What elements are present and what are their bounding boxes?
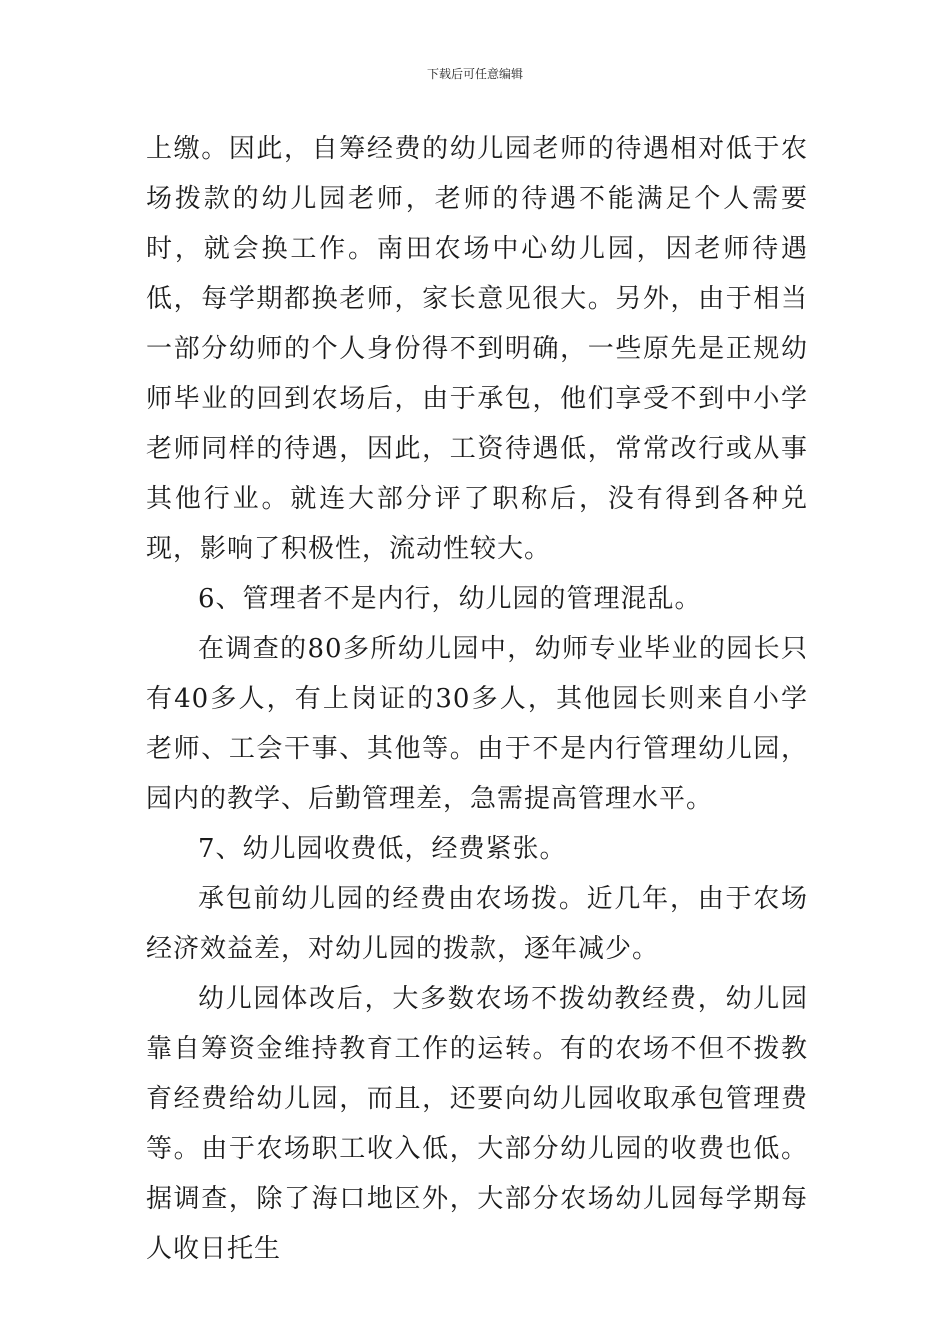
section-heading-6: 6、管理者不是内行，幼儿园的管理混乱。 bbox=[198, 584, 702, 614]
paragraph-survey: 在调查的80多所幼儿园中，幼师专业毕业的园长只有40多人，有上岗证的30多人，其他园长则来自小学老师、工会干事、其他等。由于不是内行管理幼儿园，园内的教学、后勤管理差，急需提高管理水平。 bbox=[146, 634, 808, 814]
page-header-note: 下载后可任意编辑 bbox=[426, 67, 523, 81]
paragraph-continuation: 上缴。因此，自筹经费的幼儿园老师的待遇相对低于农场拨款的幼儿园老师，老师的待遇不能满足个人需要时，就会换工作。南田农场中心幼儿园，因老师待遇低，每学期都换老师，家长意见很大。另外，由于相当一部分幼师的个人身份得不到明确，一些原先是正规幼师毕业的回到农场后，由于承包，他们享受不到中小学老师同样的待遇，因此，工资待遇低，常常改行或从事其他行业。就连大部分评了职称后，没有得到各种兑现，影响了积极性，流动性较大。 bbox=[146, 134, 808, 564]
document-body bbox=[146, 124, 808, 1274]
paragraph-funding: 承包前幼儿园的经费由农场拨。近几年，由于农场经济效益差，对幼儿园的拨款，逐年减少。 bbox=[146, 884, 808, 964]
paragraph-reform: 幼儿园体改后，大多数农场不拨幼教经费，幼儿园靠自筹资金维持教育工作的运转。有的农场不但不拨教育经费给幼儿园，而且，还要向幼儿园收取承包管理费等。由于农场职工收入低，大部分幼儿园的收费也低。据调查，除了海口地区外，大部分农场幼儿园每学期每人收日托生 bbox=[146, 984, 808, 1264]
section-heading-7: 7、幼儿园收费低，经费紧张。 bbox=[198, 834, 567, 864]
